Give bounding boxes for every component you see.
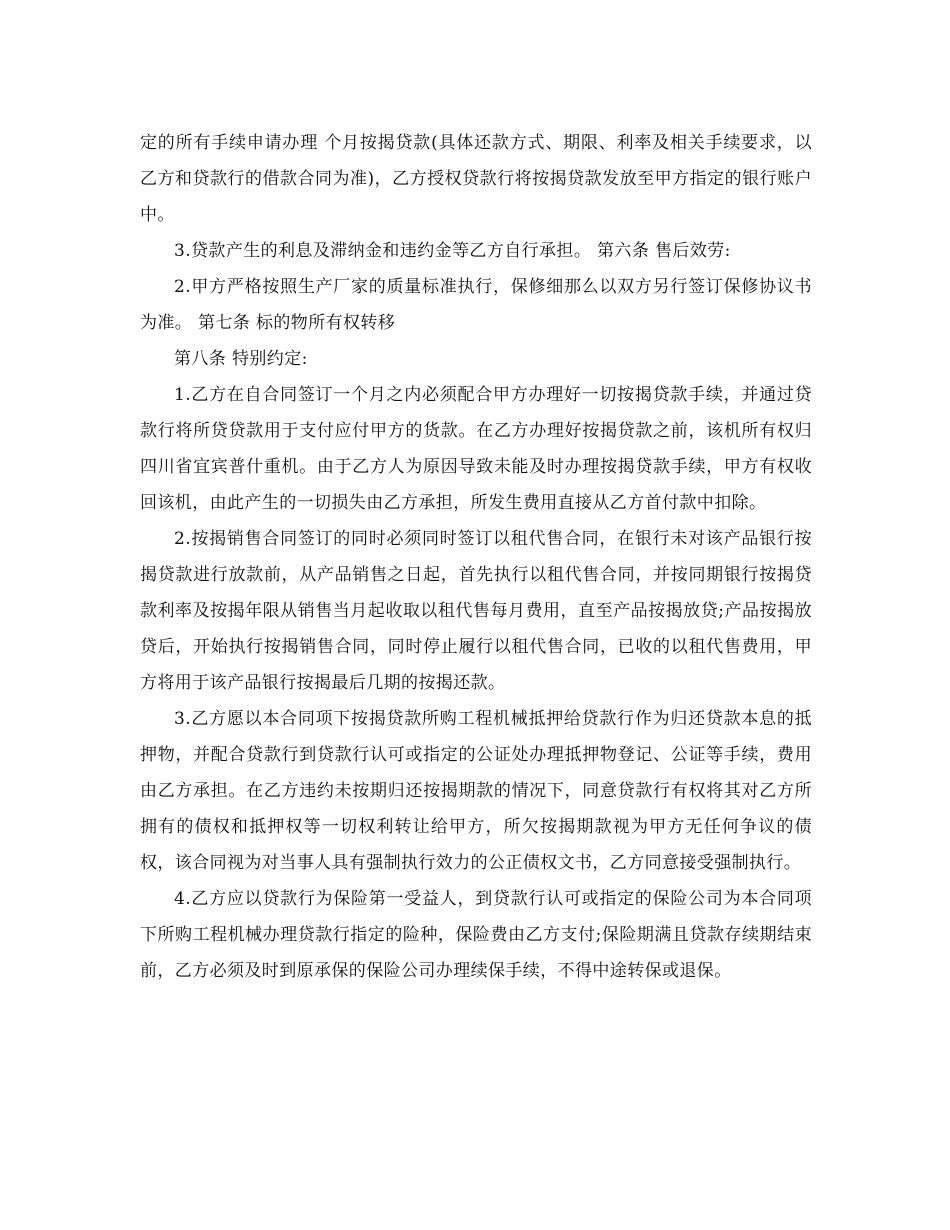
- document-body: [140, 125, 812, 989]
- clause-4-insurance: 4.乙方应以贷款行为保险第一受益人，到贷款行认可或指定的保险公司为本合同项下所购工程机械办理贷款行指定的险种，保险费由乙方支付;保险期满且贷款存续期结束前，乙方必须及时到原承保的保险公司办理续保手续，不得中途转保或退保。: [140, 889, 812, 981]
- paragraph-interest-charges: 3.贷款产生的利息及滞纳金和违约金等乙方自行承担。 第六条 售后效劳:: [174, 241, 731, 261]
- paragraph-warranty: 2.甲方严格按照生产厂家的质量标准执行，保修细那么以双方另行签订保修协议书为准。 第七条 标的物所有权转移: [140, 277, 812, 333]
- paragraph-loan-application: 定的所有手续申请办理 个月按揭贷款(具体还款方式、期限、利率及相关手续要求，以乙方和贷款行的借款合同为准)，乙方授权贷款行将按揭贷款发放至甲方指定的银行账户中。: [140, 133, 812, 225]
- clause-3-mortgage: 3.乙方愿以本合同项下按揭贷款所购工程机械抵押给贷款行作为归还贷款本息的抵押物，并配合贷款行到贷款行认可或指定的公证处办理抵押物登记、公证等手续，费用由乙方承担。在乙方违约未按期归还按揭期款的情况下，同意贷款行有权将其对乙方所拥有的债权和抵押权等一切权利转让给甲方，所欠按揭期款视为甲方无任何争议的债权，该合同视为对当事人具有强制执行效力的公正债权文书，乙方同意接受强制执行。: [140, 709, 812, 873]
- article-eight-heading: 第八条 特别约定:: [174, 349, 308, 369]
- clause-1-loan-procedures: 1.乙方在自合同签订一个月之内必须配合甲方办理好一切按揭贷款手续，并通过贷款行将所贷贷款用于支付应付甲方的货款。在乙方办理好按揭贷款之前，该机所有权归四川省宜宾普什重机。由于乙方人为原因导致未能及时办理按揭贷款手续，甲方有权收回该机，由此产生的一切损失由乙方承担，所发生费用直接从乙方首付款中扣除。: [140, 385, 812, 513]
- clause-2-lease-to-sell: 2.按揭销售合同签订的同时必须同时签订以租代售合同，在银行未对该产品银行按揭贷款进行放款前，从产品销售之日起，首先执行以租代售合同，并按同期银行按揭贷款利率及按揭年限从销售当月起收取以租代售每月费用，直至产品按揭放贷;产品按揭放贷后，开始执行按揭销售合同，同时停止履行以租代售合同，已收的以租代售费用，甲方将用于该产品银行按揭最后几期的按揭还款。: [140, 529, 812, 693]
